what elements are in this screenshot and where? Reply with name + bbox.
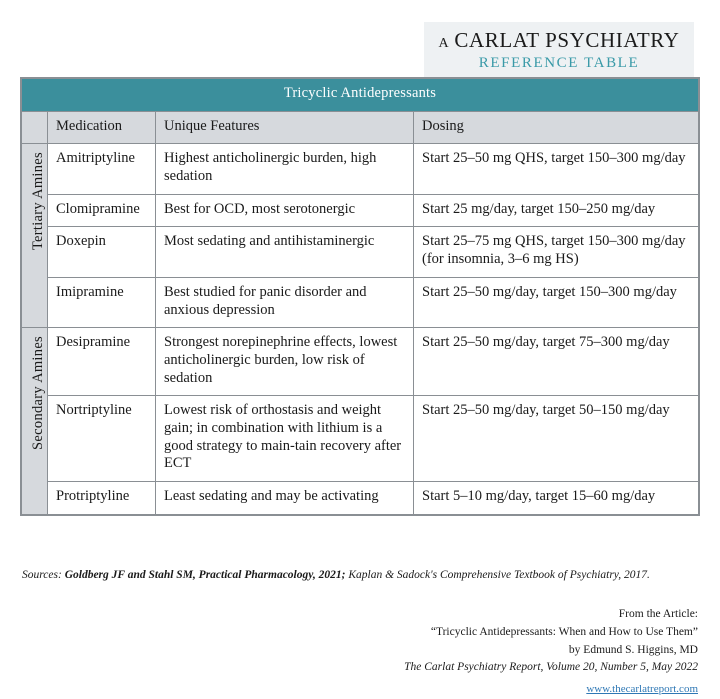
table-row [22,227,699,277]
cell-medication: Nortriptyline [48,396,156,482]
article-author: by Edmund S. Higgins, MD [568,643,698,656]
cell-medication: Protriptyline [48,482,156,515]
sources-rest: Kaplan & Sadock's Comprehensive Textbook of Psychiatry, 2017. [345,569,650,581]
brand-subtitle: REFERENCE TABLE [478,55,640,71]
cell-dosing: Start 25–75 mg QHS, target 150–300 mg/day (for insomnia, 3–6 mg HS) [414,227,699,277]
cell-dosing: Start 25–50 mg/day, target 150–300 mg/day [414,277,699,327]
cell-medication: Imipramine [48,277,156,327]
cell-features: Highest anticholinergic burden, high sedation [156,144,414,194]
table-row [22,277,699,327]
cell-medication: Amitriptyline [48,144,156,194]
cell-features: Least sedating and may be activating [156,482,414,515]
cell-dosing: Start 25–50 mg/day, target 50–150 mg/day [414,396,699,482]
cell-dosing: Start 25 mg/day, target 150–250 mg/day [414,194,699,227]
brand-header [424,22,694,80]
table-row [22,328,699,396]
brand-title: CARLAT PSYCHIATRY [454,28,680,52]
table-row [22,144,699,194]
column-header-medication: Medication [48,111,156,144]
table-row [22,396,699,482]
table-row [22,482,699,515]
from-article-label: From the Article: [618,608,698,620]
corner-blank-cell [22,111,48,144]
table-row [22,194,699,227]
group-label-text: Secondary Amines [30,336,46,451]
cell-dosing: Start 25–50 mg QHS, target 150–300 mg/day [414,144,699,194]
column-header-unique-features: Unique Features [156,111,414,144]
article-attribution [268,606,698,698]
brand-title-line [432,28,686,53]
cell-features: Best studied for panic disorder and anxious depression [156,277,414,327]
cell-features: Most sedating and antihistaminergic [156,227,414,277]
group-label-tertiary-amines [22,144,48,328]
cell-features: Best for OCD, most serotonergic [156,194,414,227]
cell-features: Lowest risk of orthostasis and weight gain; in combination with lithium is a good strategy to main-tain recovery after ECT [156,396,414,482]
column-header-dosing: Dosing [414,111,699,144]
table-title-row [22,79,699,112]
cell-dosing: Start 25–50 mg/day, target 75–300 mg/day [414,328,699,396]
group-label-secondary-amines [22,328,48,515]
cell-features: Strongest norepinephrine effects, lowest anticholinergic burden, low risk of sedation [156,328,414,396]
cell-medication: Clomipramine [48,194,156,227]
reference-table [20,77,700,516]
cell-dosing: Start 5–10 mg/day, target 15–60 mg/day [414,482,699,515]
sources-prefix: Sources: [22,569,65,581]
article-title: “Tricyclic Antidepressants: When and How to Use Them” [430,625,698,638]
sources-bold: Goldberg JF and Stahl SM, Practical Pharmacology, 2021; [64,569,346,581]
article-publication: The Carlat Psychiatry Report, Volume 20, Number 5, May 2022 [404,661,698,674]
group-label-text: Tertiary Amines [30,152,46,251]
cell-medication: Desipramine [48,328,156,396]
table-column-headers [22,111,699,144]
cell-medication: Doxepin [48,227,156,277]
brand-article-a: A [438,36,450,51]
website-link[interactable]: www.thecarlatreport.com [586,683,698,696]
sources-line [22,568,698,583]
table-title: Tricyclic Antidepressants [22,79,699,112]
